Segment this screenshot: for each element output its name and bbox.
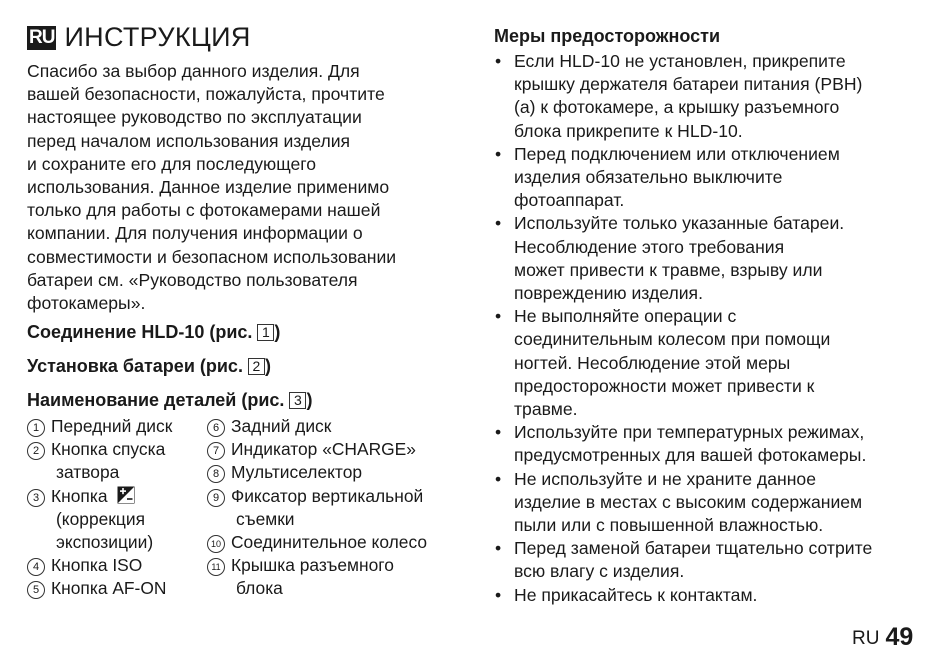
page-title: ИНСТРУКЦИЯ [64, 22, 251, 52]
precaution-item [494, 468, 934, 538]
figure-ref-1: 1 [257, 324, 274, 341]
precaution-line: пыли или с повышенной влажностью. [514, 515, 824, 536]
precaution-line: повреждению изделия. [514, 283, 703, 304]
precaution-line: • Если HLD-10 не установлен, прикрепите [514, 51, 846, 71]
precaution-line: блока прикрепите к HLD-10. [514, 120, 743, 141]
heading-close: ) [274, 322, 281, 342]
page-footer [852, 623, 913, 652]
precaution-line: соединительным колесом при помощи [514, 329, 831, 350]
part-label-cont: съемки [236, 508, 295, 529]
part-item [207, 554, 427, 577]
part-label: Задний диск [231, 416, 332, 436]
part-label: Мультиселектор [231, 462, 363, 483]
part-label: Кнопка [51, 485, 108, 506]
parts-column-left [27, 415, 172, 601]
precaution-line: Несоблюдение этого требования [514, 236, 785, 257]
part-label: Крышка разъемного [231, 555, 394, 576]
intro-line: перед началом использования изделия [27, 130, 351, 151]
precaution-line: предусмотренных для вашей фотокамеры. [514, 445, 867, 466]
precaution-line: • Перед заменой батареи тщательно сотрите [514, 538, 873, 559]
part-item [27, 415, 172, 438]
precaution-line: всю влагу с изделия. [514, 561, 685, 582]
intro-line: использования. Данное изделие применимо [27, 177, 390, 198]
part-item [207, 531, 427, 554]
intro-line: только для работы с фотокамерами нашей [27, 200, 381, 221]
precaution-line: • Не используйте и не храните данное [514, 468, 816, 489]
heading-connection-label: Соединение HLD-10 (рис. [27, 322, 258, 342]
part-number: 6 [207, 419, 225, 437]
part-label: Кнопка спуска [51, 439, 166, 460]
figure-ref-2: 2 [248, 358, 265, 375]
precaution-line: (a) к фотокамере, а крышку разъемного [514, 97, 840, 118]
part-number: 1 [27, 419, 45, 437]
precaution-item [494, 143, 934, 213]
footer-language: RU [852, 628, 880, 649]
precaution-line: травме. [514, 399, 578, 420]
part-item [207, 461, 427, 484]
part-number: 2 [27, 442, 45, 460]
heading-connection [27, 322, 280, 343]
part-number: 4 [27, 558, 45, 576]
part-label-cont: (коррекция [56, 508, 145, 529]
part-label: Соединительное колесо [231, 532, 428, 553]
intro-line: вашей безопасности, пожалуйста, прочтите [27, 84, 385, 105]
part-number: 11 [207, 558, 225, 576]
part-label: Кнопка ISO [51, 555, 143, 576]
precaution-line: • Не выполняйте операции с [514, 306, 737, 327]
intro-line: и сохраните его для последующего [27, 153, 317, 174]
part-item [207, 485, 427, 508]
precaution-line: изделие в местах с высоким содержанием [514, 491, 863, 512]
heading-parts-label: Наименование деталей (рис. [27, 390, 290, 410]
parts-column-right [207, 415, 427, 601]
intro-paragraph [27, 60, 467, 315]
title-row [27, 22, 251, 53]
page-number: 49 [885, 623, 914, 651]
heading-battery [27, 356, 271, 377]
precaution-line: • Используйте при температурных режимах, [514, 422, 865, 443]
part-number: 3 [27, 489, 45, 507]
precautions-list [494, 50, 934, 607]
precaution-item [494, 305, 934, 421]
heading-battery-label: Установка батареи (рис. [27, 356, 248, 376]
intro-line: компании. Для получения информации о [27, 223, 363, 244]
intro-line: фотокамеры». [27, 293, 146, 314]
precaution-line: может привести к травме, взрыву или [514, 259, 823, 280]
part-label: Индикатор «CHARGE» [231, 439, 416, 460]
figure-ref-3: 3 [289, 392, 306, 409]
part-label: Фиксатор вертикальной [231, 485, 424, 506]
part-label-cont: затвора [56, 462, 120, 483]
precaution-item [494, 421, 934, 467]
precaution-line: ногтей. Несоблюдение этой меры [514, 352, 791, 373]
intro-line: Спасибо за выбор данного изделия. Для [27, 61, 360, 81]
precaution-line: крышку держателя батареи питания (PBH) [514, 74, 863, 95]
part-label-cont: экспозиции) [56, 532, 154, 553]
part-label: Кнопка AF-ON [51, 578, 167, 599]
precaution-item [494, 50, 934, 143]
language-badge: RU [29, 26, 55, 48]
intro-line: настоящее руководство по эксплуатации [27, 107, 362, 128]
part-number: 8 [207, 465, 225, 483]
intro-line: батареи см. «Руководство пользователя [27, 269, 358, 290]
part-item [27, 577, 172, 600]
part-number: 9 [207, 489, 225, 507]
precaution-line: • Используйте только указанные батареи. [514, 213, 845, 234]
part-number: 7 [207, 442, 225, 460]
precaution-item [494, 537, 934, 583]
part-number: 10 [207, 535, 225, 553]
precaution-line: • Не прикасайтесь к контактам. [514, 584, 758, 605]
part-label-cont: блока [236, 578, 283, 599]
precaution-line: предосторожности может привести к [514, 375, 815, 396]
part-item [207, 438, 427, 461]
exposure-compensation-icon [117, 486, 135, 504]
part-item [27, 485, 172, 508]
part-number: 5 [27, 581, 45, 599]
part-item [27, 438, 172, 461]
precautions-title: Меры предосторожности [494, 26, 721, 46]
heading-close: ) [306, 390, 313, 410]
heading-close: ) [264, 356, 271, 376]
precaution-item [494, 584, 934, 607]
precaution-line: • Перед подключением или отключением [514, 143, 840, 164]
part-item [207, 415, 427, 438]
precaution-line: изделия обязательно выключите [514, 167, 783, 188]
part-label: Передний диск [51, 416, 173, 436]
precaution-line: фотоаппарат. [514, 190, 625, 211]
precaution-item [494, 212, 934, 305]
part-item [27, 554, 172, 577]
heading-parts [27, 390, 312, 411]
intro-line: совместимости и безопасном использовании [27, 246, 397, 267]
